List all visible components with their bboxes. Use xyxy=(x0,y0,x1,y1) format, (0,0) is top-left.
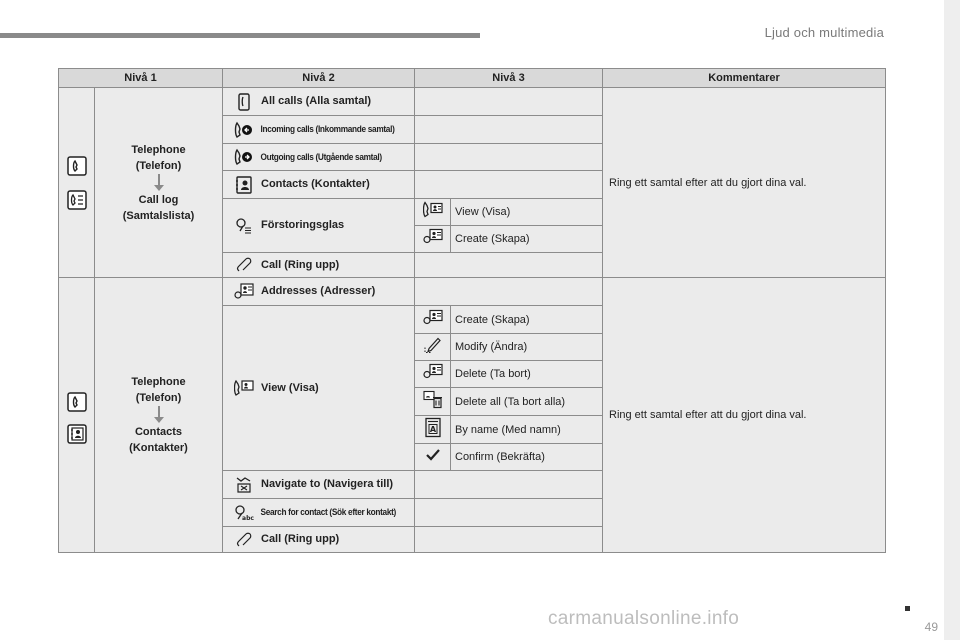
contacts-icon xyxy=(233,174,255,196)
empty-cell xyxy=(415,527,603,553)
menu-item-call[interactable]: Call (Ring upp) xyxy=(223,253,415,278)
phone-icon xyxy=(67,392,87,412)
option-by-name[interactable]: By name (Med namn) xyxy=(451,416,603,444)
outgoing-call-icon xyxy=(233,146,255,168)
addresses-icon xyxy=(233,281,255,303)
incoming-call-icon xyxy=(233,119,255,141)
level1-telephone-sub: (Telefon) xyxy=(135,159,182,172)
option-delete[interactable]: Delete (Ta bort) xyxy=(451,361,603,388)
empty-cell xyxy=(415,253,603,278)
menu-item-outgoing-calls[interactable]: Outgoing calls (Utgående samtal) xyxy=(223,144,415,171)
group1-icon-cell xyxy=(59,88,95,278)
level1-call-log-sub: (Samtalslista) xyxy=(122,209,195,222)
create-contact-icon xyxy=(423,309,443,330)
menu-item-call[interactable]: Call (Ring upp) xyxy=(223,527,415,553)
option-icon-cell xyxy=(415,334,451,361)
phone-icon xyxy=(233,91,255,113)
menu-item-incoming-calls[interactable]: Incoming calls (Inkommande samtal) xyxy=(223,116,415,144)
watermark: carmanualsonline.info xyxy=(548,608,740,629)
magnifier-icon xyxy=(233,215,255,237)
empty-cell xyxy=(415,116,603,144)
call-icon xyxy=(233,254,255,276)
option-icon-cell xyxy=(415,361,451,388)
level1-telephone-sub: (Telefon) xyxy=(135,392,182,404)
option-icon-cell xyxy=(415,306,451,334)
section-title: Ljud och multimedia xyxy=(764,25,884,40)
option-delete-all[interactable]: Delete all (Ta bort alla) xyxy=(451,388,603,416)
empty-cell xyxy=(415,171,603,199)
menu-item-magnifier[interactable]: Förstoringsglas xyxy=(223,199,415,253)
page-number: 49 xyxy=(924,620,938,634)
by-name-icon xyxy=(425,417,441,442)
delete-all-icon xyxy=(423,390,443,413)
menu-item-search-contact[interactable]: abc Search for contact (Sök efter kontakt) xyxy=(223,499,415,527)
contacts-icon xyxy=(67,424,87,444)
search-contact-icon xyxy=(233,502,255,524)
svg-text:abc: abc xyxy=(242,514,254,522)
view-icon xyxy=(233,377,255,399)
empty-cell xyxy=(415,278,603,306)
option-create[interactable]: Create (Skapa) xyxy=(451,226,603,253)
svg-text:A: A xyxy=(429,424,436,434)
menu-item-all-calls[interactable]: All calls (Alla samtal) xyxy=(223,88,415,116)
page-marker xyxy=(905,606,910,611)
phone-icon xyxy=(67,156,87,176)
column-header-comments: Kommentarer xyxy=(603,69,886,88)
checkmark-icon xyxy=(426,448,440,466)
view-icon xyxy=(423,202,443,223)
option-modify[interactable]: Modify (Ändra) xyxy=(451,334,603,361)
modify-icon xyxy=(424,336,442,359)
empty-cell xyxy=(415,471,603,499)
level1-contacts-sub: (Kontakter) xyxy=(129,442,188,454)
level1-call-log-label: Call log xyxy=(138,193,179,206)
column-header-level3: Nivå 3 xyxy=(415,69,603,88)
option-confirm[interactable]: Confirm (Bekräfta) xyxy=(451,444,603,471)
option-icon-cell xyxy=(415,416,451,444)
create-contact-icon xyxy=(423,229,443,250)
group2-comment: Ring ett samtal efter att du gjort dina val. xyxy=(603,278,886,553)
option-create[interactable]: Create (Skapa) xyxy=(451,306,603,334)
level1-telephone-label: Telephone xyxy=(131,143,186,156)
level1-contacts-label: Contacts xyxy=(134,426,183,438)
group1-path-cell xyxy=(95,88,223,278)
call-icon xyxy=(233,529,255,551)
level1-telephone-label: Telephone xyxy=(131,376,186,388)
menu-item-addresses[interactable]: Addresses (Adresser) xyxy=(223,278,415,306)
top-accent-bar xyxy=(0,33,480,38)
page-edge-strip xyxy=(944,0,960,640)
option-icon-cell xyxy=(415,388,451,416)
group2-icon-cell xyxy=(59,278,95,553)
down-arrow-icon xyxy=(154,406,164,424)
menu-item-navigate[interactable]: Navigate to (Navigera till) xyxy=(223,471,415,499)
option-icon-cell xyxy=(415,199,451,226)
column-header-level2: Nivå 2 xyxy=(223,69,415,88)
empty-cell xyxy=(415,499,603,527)
menu-table xyxy=(58,68,886,553)
group1-comment: Ring ett samtal efter att du gjort dina val. xyxy=(603,88,886,278)
menu-item-contacts[interactable]: Contacts (Kontakter) xyxy=(223,171,415,199)
navigate-icon xyxy=(233,474,255,496)
option-view[interactable]: View (Visa) xyxy=(451,199,603,226)
menu-item-view[interactable]: View (Visa) xyxy=(223,306,415,471)
down-arrow-icon xyxy=(154,174,164,192)
column-header-level1: Nivå 1 xyxy=(59,69,223,88)
call-log-icon xyxy=(67,190,87,210)
option-icon-cell xyxy=(415,444,451,471)
empty-cell xyxy=(415,144,603,171)
option-icon-cell xyxy=(415,226,451,253)
group2-path-cell xyxy=(95,278,223,553)
empty-cell xyxy=(415,88,603,116)
delete-contact-icon xyxy=(423,364,443,385)
